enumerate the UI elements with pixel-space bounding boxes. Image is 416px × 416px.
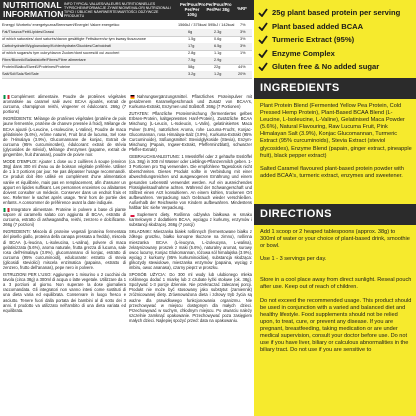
text: Nahrungsergänzungsmittel. Pflanzliches Proteinpulver mit gesalzenem Karamellgeschmack und Zusatz von BCAA's, Kurkuma-Extrakt, Enzymen und Süßstoff. 266g (7 Portionen)	[129, 94, 252, 110]
nutrition-row-value-100g: 1.5g	[188, 37, 196, 41]
feature-label: 25g plant based protein per serving	[272, 8, 401, 17]
nutrition-row-value-serving: 0.6g	[214, 37, 222, 41]
paragraph: Store in a cool place away from direct sunlight. Reseal pouch after use. Keep out of reach of children.	[260, 277, 412, 291]
paragraph	[129, 94, 252, 109]
feature-label: Turmeric Extract (95%)	[272, 35, 355, 44]
nutrition-row-value-serving: 2.3g	[214, 30, 222, 34]
nutrition-row-label: Fat/Tłuszcz/Fett/Lipides/Grassi	[2, 30, 55, 34]
nutrition-subtitle: INFO TYPICAL VALUES/VALEURS NUTRITIONNELLES TYPISCHE/INFORMACJE ŻYWIENIOWE/VALORI NUTRIZIONALI TIPICI / ÜBLICHE NÄHRWERTE/WARTOŚCI ODŻYWCZE PRODUKTU	[64, 2, 171, 18]
nutrition-row-value-ri: 3%	[240, 30, 246, 34]
nutrition-row-value-100g: 58g	[188, 65, 195, 69]
list-item	[258, 20, 414, 34]
list-item	[258, 47, 414, 61]
multilingual-column-1	[3, 94, 126, 412]
nutrition-row-value-100g: 7.5g	[188, 58, 196, 62]
nutrition-row-label: of which sugars/w tym cukry/davon Zucker/dont sucres/di cui zuccheri	[2, 51, 120, 55]
nutrition-header	[0, 0, 254, 20]
paragraph: SKŁADNIKI: Mieszanka białek roślinnych (fermentowane białko z żółtego groszku, białko konopne tłoczone na zimno), roślinna mieszanka BCAA (L-leucyna, L-izoleucyna, L-walina), żelatynizowany proszek z maki (5.6%), naturalny aromat, surowy owoc lucumy, Konjac Glukomannan, różowa sól himalajska (3.9%), wyciąg z kurkumy (95% kurkuminoidów), substancja słodząca: glikozydy stewiolowe, mieszanka enzymów (papaina, wyciąg z imbiru, owoc ananasa), czarny pieprz w proszku.	[129, 229, 252, 270]
text: Complément alimentaire. Poudre de protéines végétales aromatisée au caramel salé avec BCAA ajoutés, extrait de curcuma, champignon reishi, vingeerer et édulcorant. 266g (7 portions)	[3, 94, 126, 115]
list-item	[258, 33, 414, 47]
paragraph: Use 1 - 3 servings per day.	[260, 256, 327, 263]
nutrition-col-ri: %RI*	[237, 6, 247, 11]
multilingual-column-2	[129, 94, 252, 412]
nutrition-row-value-serving: 6.5g	[214, 44, 222, 48]
text: Integratore alimentare. Proteine in polvere a base di piante sapore al caramello salato con aggiunta di BCAA, estratto di curcuma, estratto di ashwagandha, reishi, zenzero e dolcificante. 266g (7 porzioni)	[3, 206, 126, 228]
nutrition-row-value-ri: 44%	[238, 65, 246, 69]
nutrition-row-value-100g: 6g	[188, 30, 193, 34]
ingredients-text	[260, 103, 412, 186]
paragraph: Plant Protein Blend (Fermented Yellow Pea Protein, Cold Pressed Hemp Protein), Plant-Based BCAA Blend (L-Leucine, L-Isoleucine, L-Valine), Gelatinised Maca Powder (5.6%), Natural Flavouring, Raw Lucuma Fruit, Pink Himalayan Salt (3.9%), Konjac Glucomannan, Turmeric Extract (95% curcuminoids), Stevia Extract (steviol glycosides), Enzyme Blend (papain, ginger extract, pineapple fruit), black pepper extract)	[260, 103, 412, 159]
paragraph: Do not exceed the recommended usage. This product should be used in conjunction with a varied and balanced diet and healthy lifestyle. Food supplements should not be relied upon, to treat, cure, or prevent any disease. If you are pregnant, breastfeeding, taking medication or are under medical supervision, consult your doctor before use. Do not use if you have liver, biliary or calculous abnormalities in the biliary tract. Do not use if you are sensitive to	[260, 297, 412, 354]
directions-text	[260, 229, 412, 360]
nutrition-row-value-serving: 2.9g	[214, 58, 222, 62]
nutrition-col-100g: Per/Pour/Pro Per/Per 100g	[180, 2, 206, 17]
nutrition-row-value-100g: 2.8g	[188, 51, 196, 55]
nutrition-row-value-serving: 1.1g	[214, 51, 222, 55]
feature-label: Gluten free & No added sugar	[272, 62, 380, 71]
nutrition-row-value-serving: 22g	[214, 65, 221, 69]
nutrition-row-value-ri: 3%	[240, 37, 246, 41]
nutrition-row-value-100g: 3.2g	[188, 72, 196, 76]
nutrition-row-label: Energy/ Worbefo/ energetyczna/Brennwert/Energie/ Valore energetico	[2, 23, 120, 27]
nutrition-row-label: Carbohydrate/Węglowodany/Kohlenhydrate/Glucides/Carboidrati	[2, 44, 111, 48]
checkmark-icon	[258, 49, 268, 58]
paragraph: INGRÉDIENTS: Mélange de protéines végétales (protéine de pois jaune fermentée, protéine de chanvre pressée à froid), Mélange de BCAA ajouté (L-Leucine, L-Isoleucine, L-Valine), Poudre de maca gélatinisée (5.6%), Arôme naturel, Fruit brut de lucuma, Sel rose de l'Himalaya (3.9%), Glucomannane de konjac, Extrait de curcuma (95% curcuminoïdes), édulcorant: extrait de stévia (glycosides de stéviol), Mélange d'enzymes (papaïne, extrait de gingembre, fruit d'ananas), poudre de poivre noir.	[3, 116, 126, 158]
nutrition-row-value-ri: 7%	[240, 23, 246, 27]
paragraph: SPOSÓB UŻYCIA: Do 300 ml wody lub ulubionego mleka roślinnego dodać 1 miarkę lub 2 czubate łyżki stołowe (ok. 38g). Spożywać 1-3 porcje dziennie. Nie przekraczać zalecanej porcji. Produkt nie może być stosowany jako substytut (zamiennik) zróżnicowanej diety. Zrównoważona dieta i zdrowy tryb życia są ważne dla prawidłowego funkcjonowania organizmu. Nie przechowywać w miejscu dostępnym dla małych dzieci. Przechowywać w suchym, chłodnym miejscu. Po otwarciu należy szczelnie zamknąć opakowanie. Przechowywać poza zasięgiem małych dzieci. Najlepiej spożyć przed: data na opakowaniu.	[129, 272, 252, 323]
paragraph: Add 1 scoop or 2 heaped tablespoons (approx. 38g) to 300ml of water or your choice of plant-based drink, smoothie or bowl.	[260, 229, 410, 250]
nutrition-row-label: Protein/Białko/Eiweiß/Protéines/Proteine	[2, 65, 71, 69]
nutrition-row-label: Salt/Sól/Salz/Sel/Sale	[2, 72, 39, 76]
nutrition-title: NUTRITIONAL INFORMATION	[3, 0, 64, 19]
paragraph: MODE D'EMPLOI: Ajouter 1 dose ou 2 cuillères à soupe (environ 38g) dans 300 ml d'eau ou de boisson végétale préférée. Utiliser de 1 à 3 portions par jour. Ne pas dépasser l'usage recommandé. Ce produit doit être utilisé en complément d'une alimentation variée et équilibrée, mais pas en remplacement, afin d'assurer un apport en lipides suffisant. Les personnes enceintes ou allaitantes doivent consulter un médecin. Conserver dans un endroit frais et sec. Refermer le sachet après usage. Tenir hors de portée des enfants. A consommer de préférence avant la date indiquée.	[3, 159, 126, 205]
paragraph	[129, 212, 252, 227]
nutrition-row-value-100g: 1566kJ / 375kcal	[178, 23, 207, 27]
checkmark-icon	[258, 22, 268, 31]
checkmark-icon	[258, 35, 268, 44]
nutrition-row-value-ri: 3%	[240, 44, 246, 48]
text: Suplement diety. Roślinna odżywka białkowa w smaku karmelowym z dodatkiem BCAA, wyciągu z kurkumy, enzymów i substancji słodzącej. 266g (7 porcji)	[129, 212, 252, 228]
feature-list	[258, 6, 414, 74]
paragraph: ZUTATEN: Pflanzliche Proteinmischung (fermentiertes gelbes Erbsen-Protein, kaltgepresstes Hanf-Protein), Zusätzliche BCAA Mischung (L-Leucin, L-Isoleucin, L-Valin), gelatinisiertes Maca Pulver (5.6%), natürliches Aroma, rohe Lucuma-Frucht, Konjac-Glucomannan, rosa Himalaya-Salz (3.9%), Kurkuma-Extrakt (95% Curcuminoide), Süßungsmittel: Steviolglykoside (Stevia), Enzym-Mischung (Papain, Ingwer-Extrakt, Pfefferminzblatt), schwarzer Pfeffer-Extrakt)	[129, 111, 252, 152]
directions-heading: DIRECTIONS	[254, 204, 416, 225]
nutrition-row-value-ri: 1%	[240, 51, 246, 55]
nutrition-col-serving: Per/Pour/Pro Per/Per 38g	[206, 2, 232, 12]
nutrition-row-value-serving: 1.2g	[214, 72, 222, 76]
nutrition-row-value-serving: 595kJ / 142kcal	[208, 23, 235, 27]
list-item	[258, 6, 414, 20]
paragraph: Salted Caramel flavoured plant-based protein powder with added BCAA's, turmeric extract, enzymes and sweetener.	[260, 165, 404, 179]
nutrition-row-label: of which saturates/ dont saturés/davon gesättigte Fettsäuren/w tym kwasy tłuszczowe	[2, 37, 146, 41]
feature-label: Enzyme Complex	[272, 48, 335, 58]
paragraph: INGREDIENTI: Miscela di proteine vegetali (proteina fermentata del pisello giallo, proteina della canapa pressata a freddo), miscela di BCAA (L-leucina, L-isoleucina, L-valina), polvere di maca gelatinizzata (5.6%), aroma naturale, frutta grezza di lucuma, sale rosa dell'Himalaya (3.9%), glucomannano di konjac, estratto di curcuma (95% curcuminoidi), edulcorante: estratto di stevia (glicosidi steviolici) miscela enzimatica (papaina, estratto di zenzero, frutto dell'ananas), pepe nero in polvere.	[3, 229, 126, 270]
nutrition-row-value-100g: 17g	[188, 44, 195, 48]
feature-label: Plant based added BCAA	[272, 21, 364, 31]
right-panel	[254, 0, 416, 416]
paragraph: ISTRUZIONI PER L'USO: Aggiungere 1 misurino o 2 cucchiai da tavola (circa 38g) a 300ml di acqua o latte vegetale. Utilizzare da 1 a 3 porzioni al giorno. Non superare la dose giornaliera raccomandata. Gli integratori non vanno intesi come sostituti di una dieta varia ed equilibrata. Conservare in luogo fresco e asciutto. Tenere fuori dalla portata dei bambini al di sotto dei 3 anni. Il prodotto va utilizzato nell'ambito di una dieta variata ed equilibrata.	[3, 272, 126, 313]
checkmark-icon	[258, 8, 268, 17]
ingredients-heading: INGREDIENTS	[254, 78, 416, 99]
paragraph: GEBRAUCHSANLEITUNG: 1 Messlöffel oder 2 gehäufte Esslöffel (ca. 38g) in 300 ml Wasser oder Lieblings-Pflanzenmilch geben. 1-3 Portionen pro Tag verwenden. Die empfohlene Tagesdosis nicht überschreiten. Dieses Produkt sollte in Verbindung mit einer abwechslungsreichen und ausgewogenen Ernährung und einem gesunden Lebensstil verwendet werden. Auf ein ausreichendes Flüssigkeitsaufnahme achten. Während der Schwangerschaft und Stillzeit einen Arzt konsultieren. An einem kühlen, trockenen Ort aufbewahren. Verpackung nach Gebrauch wieder verschließen. Außerhalb der Reichweite von Kindern aufbewahren. Mindestens haltbar bis: siehe Verpackung.	[129, 154, 252, 210]
paragraph	[3, 207, 126, 227]
nutrition-row-label: Fibre/Błonnik/Ballaststoffe/Fibres/Fibre alimentare	[2, 58, 86, 62]
checkmark-icon	[258, 62, 268, 71]
list-item	[258, 60, 414, 74]
nutrition-row-value-ri: 20%	[238, 72, 246, 76]
nutrition-row-salt	[2, 71, 252, 79]
paragraph	[3, 94, 126, 114]
